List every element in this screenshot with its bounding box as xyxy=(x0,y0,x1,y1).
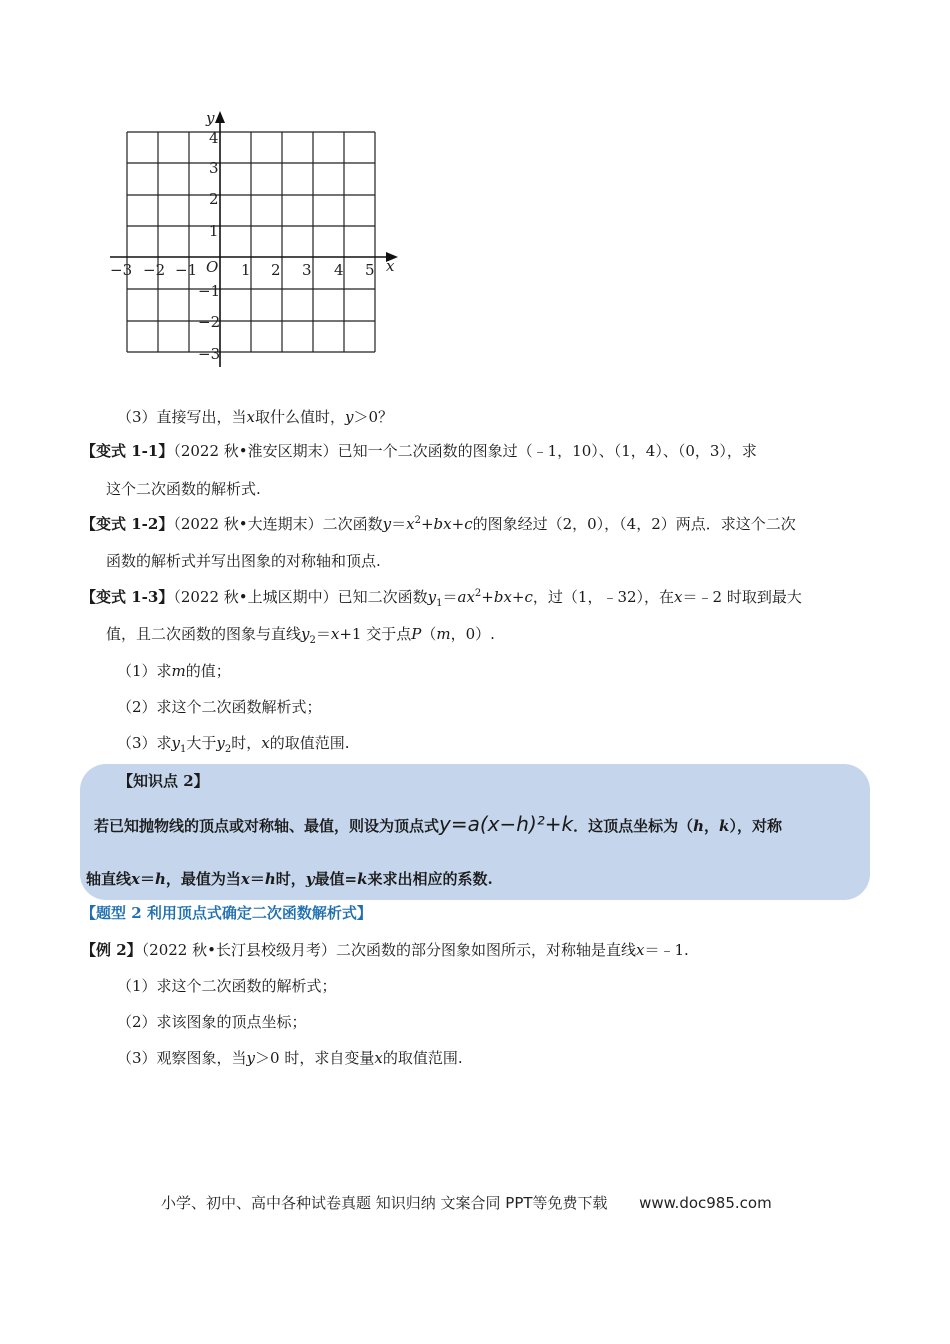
variant-1-3-q1: （1）求m的值； xyxy=(117,662,231,680)
x-tick-label: 1 xyxy=(241,261,251,279)
x-tick-label: −2 xyxy=(143,261,166,279)
knowledge-line1: 若已知抛物线的顶点或对称轴、最值，则设为顶点式y=a(x−h)²+k．这顶点坐标为（h，k），对称 xyxy=(94,812,782,836)
example-2-q2: （2）求该图象的顶点坐标； xyxy=(117,1013,307,1031)
y-tick-label: 4 xyxy=(209,129,219,147)
y-tick-label: −1 xyxy=(198,282,221,300)
y-axis-arrow xyxy=(215,111,225,123)
variant-1-3-line2: 值，且二次函数的图象与直线$y_2=x+1$ 交于点P（m，0）. xyxy=(106,625,495,646)
y-tick-label: 2 xyxy=(209,190,219,208)
type-2-heading: 【题型 2 利用顶点式确定二次函数解析式】 xyxy=(81,904,372,922)
footer-url[interactable]: www.doc985.com xyxy=(639,1194,772,1212)
variant-1-3-line1: 【变式 1-3】（2022 秋•上城区期中）已知二次函数$y_1=ax^2+bx+c$，过（1，﹣32），在x＝﹣2 时取到最大 xyxy=(81,588,802,609)
x-axis-label: x xyxy=(386,257,395,275)
variant-1-1-line2: 这个二次函数的解析式. xyxy=(106,480,261,498)
y-tick-label: −3 xyxy=(198,345,221,363)
grid-lines xyxy=(127,132,375,352)
vertex-form-formula: y=a(x−h)²+k xyxy=(439,812,574,836)
y-tick-label: 1 xyxy=(209,222,219,240)
footer xyxy=(161,1192,772,1213)
x-tick-label: 2 xyxy=(271,261,281,279)
x-tick-label: 3 xyxy=(302,261,312,279)
variant-1-3-q2: （2）求这个二次函数解析式； xyxy=(117,698,322,716)
variant-1-1-line1: 【变式 1-1】（2022 秋•淮安区期末）已知一个二次函数的图象过（﹣1，10）、（1，4）、（0，3），求 xyxy=(81,442,757,460)
footer-text: 小学、初中、高中各种试卷真题 知识归纳 文案合同 PPT等免费下载 xyxy=(161,1194,608,1212)
coordinate-grid-figure xyxy=(100,105,410,375)
knowledge-line2: 轴直线x＝h，最值为当x＝h时，y最值=k来求出相应的系数. xyxy=(86,870,493,888)
knowledge-point-box xyxy=(80,764,870,900)
x-tick-label: 4 xyxy=(334,261,344,279)
y-tick-label: 3 xyxy=(209,159,219,177)
example-2-q3: （3）观察图象，当y＞0 时，求自变量x的取值范围. xyxy=(117,1049,463,1067)
x-tick-label: −3 xyxy=(110,261,133,279)
example-2-line1: 【例 2】（2022 秋•长汀县校级月考）二次函数的部分图象如图所示，对称轴是直线x＝﹣1. xyxy=(81,941,689,959)
y-axis-label: y xyxy=(206,109,215,127)
x-tick-label: 5 xyxy=(365,261,375,279)
variant-1-2-line1: 【变式 1-2】（2022 秋•大连期末）二次函数$y=x^2+bx+c$的图象经过（2，0），（4，2）两点．求这个二次 xyxy=(81,515,796,533)
origin-label: O xyxy=(206,258,219,276)
x-tick-label: −1 xyxy=(175,261,198,279)
variant-1-2-line2: 函数的解析式并写出图象的对称轴和顶点. xyxy=(106,552,381,570)
variant-1-3-q3: （3）求$y_1$大于$y_2$时，x的取值范围. xyxy=(117,734,350,755)
knowledge-title: 【知识点 2】 xyxy=(118,772,209,790)
example-2-q1: （1）求这个二次函数的解析式； xyxy=(117,977,337,995)
y-tick-label: −2 xyxy=(198,313,221,331)
question-3: （3）直接写出，当x取什么值时，y＞0？ xyxy=(117,408,394,426)
